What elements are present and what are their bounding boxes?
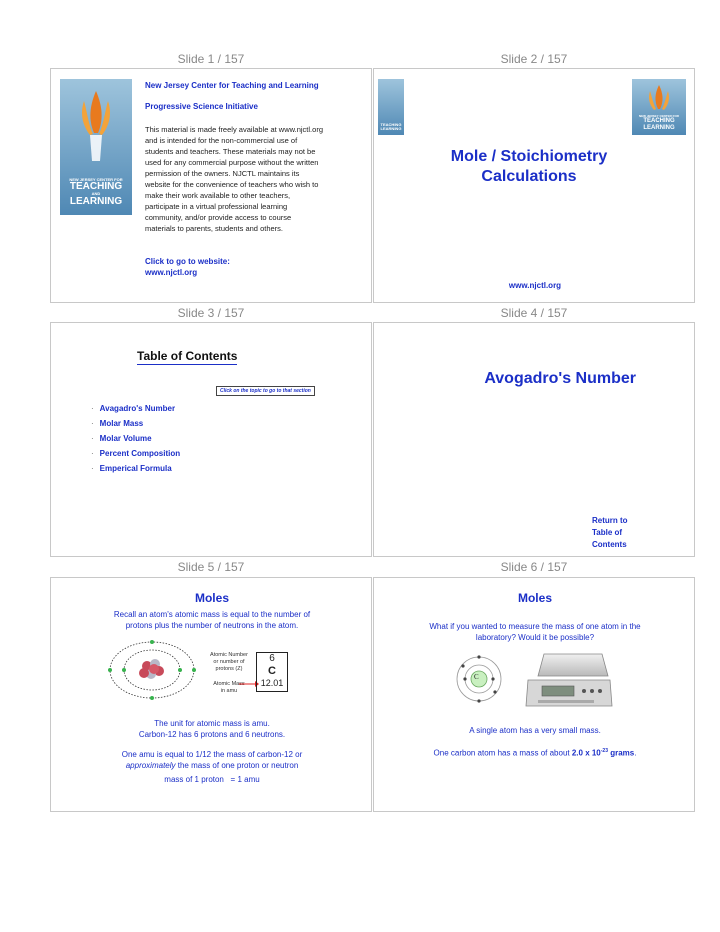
intro-line: Recall an atom's atomic mass is equal to the number of	[113, 610, 311, 619]
return-line: Return to	[592, 516, 628, 525]
toc-item-label: Percent Composition	[99, 449, 181, 458]
label-line: protons (Z)	[215, 666, 243, 672]
logo-line: NEW JERSEY CENTER FOR	[639, 114, 679, 119]
slide-6[interactable]	[373, 577, 695, 812]
bullet: ·	[91, 419, 94, 428]
logo-line: TEACHING	[643, 118, 675, 125]
intro-line: website for the convenience of teachers who wish to	[145, 180, 319, 189]
intro-line: community, and/or provide access to course	[145, 213, 292, 222]
toc-item-label: Molar Volume	[99, 434, 152, 443]
torch-flame-icon	[632, 81, 686, 117]
intro-text	[145, 124, 365, 234]
toc-item-molar-mass[interactable]	[91, 419, 143, 428]
element-number: 6	[269, 653, 275, 664]
slide-3-label: Slide 3 / 157	[177, 306, 245, 320]
org-name: New Jersey Center for Teaching and Learning	[145, 81, 319, 90]
logo-line: LEARNING	[380, 125, 402, 131]
bullet: ·	[91, 464, 94, 473]
torch-flame-icon	[60, 83, 132, 163]
intro-line: materials to parents, students and others.	[145, 224, 283, 233]
toc-item-label: Emperical Formula	[99, 464, 172, 473]
carbon-mass-text	[374, 748, 695, 758]
element-tile	[256, 652, 288, 692]
toc-item-avogadro[interactable]	[91, 404, 175, 413]
slide-6-label: Slide 6 / 157	[500, 560, 568, 574]
intro-text	[51, 609, 372, 631]
intro-line: participate in a virtual professional learning	[145, 202, 288, 211]
mass-end: .	[634, 748, 637, 758]
intro-line: protons plus the number of neutrons in the atom.	[125, 621, 299, 630]
unit-line: The unit for atomic mass is amu.	[154, 719, 270, 728]
proton-mass-text: mass of 1 proton = 1 amu	[164, 775, 260, 784]
slide-4[interactable]	[373, 322, 695, 557]
unit-text	[51, 718, 372, 740]
slide-title: Moles	[517, 591, 552, 605]
toc-item-label: Avagadro's Number	[99, 404, 176, 413]
return-to-toc-link[interactable]	[592, 515, 628, 551]
toc-item-label: Molar Mass	[99, 419, 144, 428]
intro-line: used for any commercial purpose without the written	[145, 158, 319, 167]
label-line: or number of	[213, 659, 245, 665]
amu-line	[51, 760, 372, 771]
title-line-2: Calculations	[481, 168, 577, 185]
toc-item-molar-volume[interactable]	[91, 434, 152, 443]
website-link[interactable]: www.njctl.org	[508, 281, 562, 290]
label-line: Atomic Mass	[213, 681, 245, 687]
lab-scale-icon	[522, 650, 614, 710]
logo-line: TEACHING	[380, 121, 402, 127]
njctl-logo	[60, 79, 132, 215]
element-symbol: C	[268, 665, 276, 677]
slide-1[interactable]	[50, 68, 372, 303]
element-mass: 12.01	[260, 678, 284, 688]
logo-line-2: TEACHING	[69, 180, 123, 192]
small-mass-text: A single atom has a very small mass.	[469, 726, 601, 735]
intro-line: make their work available to other teachers,	[145, 191, 291, 200]
slide-4-label: Slide 4 / 157	[500, 306, 568, 320]
toc-hint: Click on the topic to go to that section	[216, 386, 315, 396]
intro-line: This material is made freely available at www.njctl.org	[145, 125, 323, 134]
carbon-atom-diagram	[107, 638, 197, 702]
logo-line-4: LEARNING	[69, 195, 123, 207]
logo-line-1: NEW JERSEY CENTER FOR	[69, 176, 123, 182]
unit-line: Carbon-12 has 6 protons and 6 neutrons.	[138, 730, 286, 739]
amu-line: One amu is equal to 1/12 the mass of carbon-12 or	[121, 750, 303, 759]
slide-title	[404, 147, 654, 187]
toc-item-percent-composition[interactable]	[91, 449, 180, 458]
mass-prefix: One carbon atom has a mass of about	[433, 748, 572, 758]
atom-symbol: C	[474, 673, 479, 681]
bullet: ·	[91, 434, 94, 443]
mass-unit: grams	[608, 748, 635, 758]
toc-item-empirical-formula[interactable]	[91, 464, 172, 473]
slide-5-label: Slide 5 / 157	[177, 560, 245, 574]
amu-text	[51, 749, 372, 771]
njctl-logo-right	[632, 79, 686, 135]
initiative-name: Progressive Science Initiative	[145, 102, 258, 111]
mass-value: 2.0 x 10	[571, 748, 601, 758]
slide-1-label: Slide 1 / 157	[177, 52, 245, 66]
question-line: What if you wanted to measure the mass of one atom in the	[429, 622, 641, 631]
website-link[interactable]: www.njctl.org	[145, 268, 198, 277]
section-title: Avogadro's Number	[484, 370, 636, 387]
amu-rest: the mass of one proton or neutron	[175, 761, 299, 770]
question-line: laboratory? Would it be possible?	[475, 633, 595, 642]
slide-title: Moles	[194, 591, 229, 605]
intro-line: and is intended for the non-commercial use of	[145, 136, 298, 145]
question-text	[374, 621, 695, 643]
label-line: in amu	[220, 688, 238, 694]
slide-2-label: Slide 2 / 157	[500, 52, 568, 66]
logo-line-3: AND	[91, 191, 101, 197]
return-line: Table of	[592, 528, 623, 537]
amu-emphasis: approximately	[125, 761, 176, 770]
njctl-logo-left	[378, 79, 404, 135]
bullet: ·	[91, 404, 94, 413]
label-line: Atomic Number	[210, 652, 248, 658]
return-line: Contents	[592, 540, 627, 549]
slide-3[interactable]	[50, 322, 372, 557]
logo-line: LEARNING	[643, 124, 675, 131]
toc-title: Table of Contents	[137, 349, 238, 363]
intro-line: permission of the owners. NJCTL maintains its	[145, 169, 300, 178]
carbon-atom-icon	[454, 654, 504, 704]
mass-exponent: -23	[600, 748, 608, 754]
title-line-1: Mole / Stoichiometry	[450, 148, 608, 165]
intro-line: students and teachers. These materials may not be	[145, 147, 316, 156]
slide-5[interactable]	[50, 577, 372, 812]
slide-2[interactable]	[373, 68, 695, 303]
click-to-website[interactable]: Click to go to website:	[145, 257, 230, 266]
bullet: ·	[91, 449, 94, 458]
